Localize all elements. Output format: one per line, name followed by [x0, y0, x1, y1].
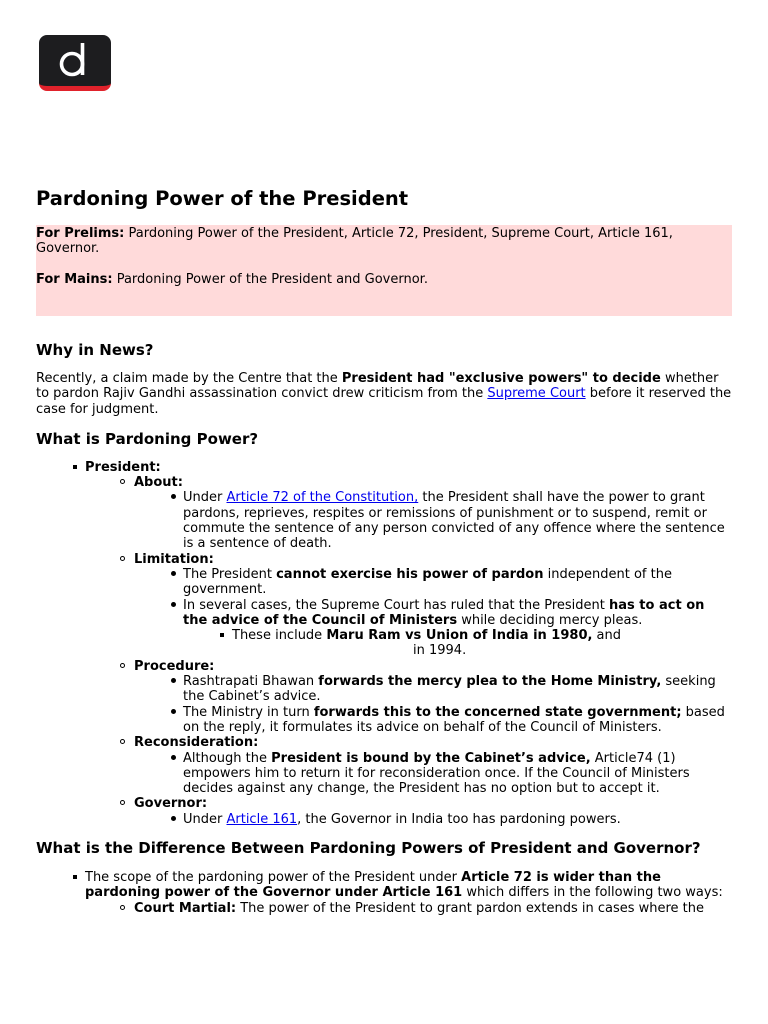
- president-sublist: [85, 475, 732, 827]
- president-item: President: About: Under Article 72 of the Constitution, the President shall have the power to grant pardons, reprieves, respites or remissions of punishment or to suspend, remit or commute the sentence of any person convicted of any offence where the sentence is a sentence of death. Limitation: The President cannot exercise his power of pardon independent of the government. In several cases, the Supreme Court has ruled that the President has to act on the advice of the Council of Ministers while deciding mercy pleas. These include Maru Ram vs Union of India in 1980, and in 1994. Procedure: Rashtrapati Bhawan forwards the mercy plea to the Home Ministry, seeking the Cabinet’s advice. The Ministry in turn forwards this to the concerned state government; based on the reply, it formulates its advice on behalf of the Council of Ministers. Reconsideration: Although the President is bound by the Cabinet’s advice, Article74 (1) empowers him to return it for reconsideration once. If the Council of Ministers decides against any change, the President has no option but to accept it. Governor: Under Article 161, the Governor in India too has pardoning powers.: [36, 460, 732, 827]
- article: [36, 185, 732, 916]
- prelims-tags: For Prelims: Pardoning Power of the President, Article 72, President, Supreme Court, Article 161, Governor.: [36, 226, 673, 257]
- difference-list: [36, 870, 732, 916]
- list-item: Rashtrapati Bhawan forwards the mercy plea to the Home Ministry, seeking the Cabinet’s advice.: [134, 674, 732, 705]
- news-paragraph: Recently, a claim made by the Centre that the President had "exclusive powers" to decide whether to pardon Rajiv Gandhi assassination convict drew criticism from the Supreme Court before it reserved the case for judgment.: [36, 371, 732, 417]
- governor-item: Governor: Under Article 161, the Governor in India too has pardoning powers.: [85, 796, 732, 827]
- list-item: In several cases, the Supreme Court has ruled that the President has to act on the advice of the Council of Ministers while deciding mercy pleas. These include Maru Ram vs Union of India in 1980, and in 1994.: [134, 598, 732, 659]
- list-item: The President cannot exercise his power of pardon independent of the government.: [134, 567, 732, 598]
- article-161-link[interactable]: Article 161: [226, 811, 298, 827]
- procedure-item: Procedure: Rashtrapati Bhawan forwards the mercy plea to the Home Ministry, seeking the Cabinet’s advice. The Ministry in turn forwards this to the concerned state government; based on the reply, it formulates its advice on behalf of the Council of Ministers.: [85, 659, 732, 735]
- reconsideration-item: Reconsideration: Although the President is bound by the Cabinet’s advice, Article74 (1) empowers him to return it for reconsideration once. If the Council of Ministers decides against any change, the President has no option but to accept it.: [85, 735, 732, 796]
- list-item: The Ministry in turn forwards this to the concerned state government; based on the reply, it formulates its advice on behalf of the Council of Ministers.: [134, 705, 732, 736]
- article-72-link[interactable]: Article 72 of the Constitution,: [226, 490, 419, 506]
- list-item: Under Article 72 of the Constitution, the President shall have the power to grant pardons, reprieves, respites or remissions of punishment or to suspend, remit or commute the sentence of any person convicted of any offence where the sentence is a sentence of death.: [134, 490, 732, 551]
- supreme-court-link[interactable]: Supreme Court: [487, 386, 586, 402]
- page-title: Pardoning Power of the President: [36, 187, 409, 210]
- logo-d-icon: [39, 35, 111, 86]
- pardon-list: [36, 460, 732, 827]
- about-item: About: Under Article 72 of the Constitution, the President shall have the power to grant pardons, reprieves, respites or remissions of punishment or to suspend, remit or commute the sentence of any person convicted of any offence where the sentence is a sentence of death.: [85, 475, 732, 551]
- why-in-news-heading: Why in News?: [36, 341, 154, 359]
- syllabus-tags-box: [36, 225, 732, 316]
- what-is-pardoning-heading: What is Pardoning Power?: [36, 429, 259, 448]
- list-item: These include Maru Ram vs Union of India in 1980, and in 1994.: [183, 628, 732, 659]
- mains-tags: For Mains: Pardoning Power of the President and Governor.: [36, 271, 428, 287]
- list-item: The scope of the pardoning power of the President under Article 72 is wider than the pardoning power of the Governor under Article 161 which differs in the following two ways: Court Martial: The power of the President to grant pardon extends in cases where the: [36, 870, 732, 916]
- limitation-item: Limitation: The President cannot exercise his power of pardon independent of the government. In several cases, the Supreme Court has ruled that the President has to act on the advice of the Council of Ministers while deciding mercy pleas. These include Maru Ram vs Union of India in 1980, and in 1994.: [85, 552, 732, 659]
- list-item: Although the President is bound by the Cabinet’s advice, Article74 (1) empowers him to return it for reconsideration once. If the Council of Ministers decides against any change, the President has no option but to accept it.: [134, 751, 732, 797]
- difference-heading: What is the Difference Between Pardoning Powers of President and Governor?: [36, 839, 701, 858]
- list-item: Under Article 161, the Governor in India too has pardoning powers.: [134, 812, 732, 827]
- logo: [39, 35, 111, 91]
- court-martial-item: Court Martial: The power of the President to grant pardon extends in cases where the: [85, 901, 732, 916]
